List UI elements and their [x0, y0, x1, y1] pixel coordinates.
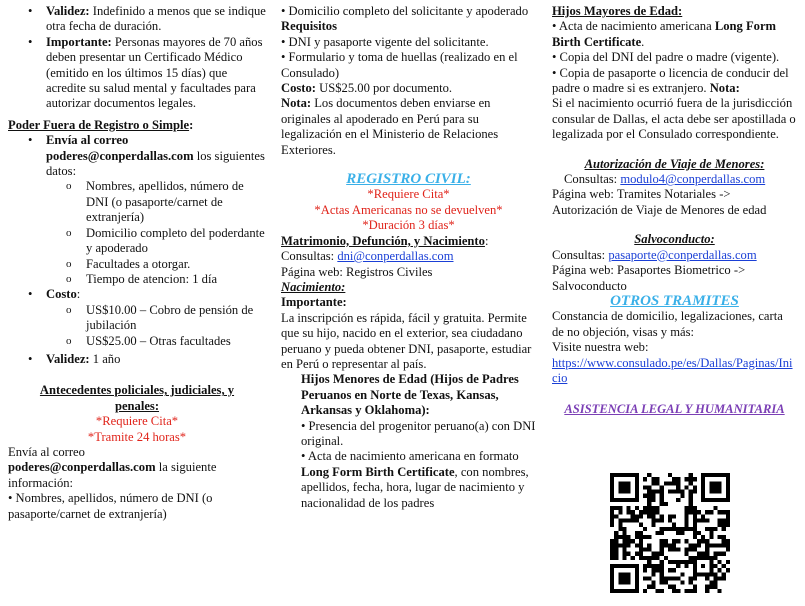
list-item: o US$10.00 – Cobro de pensión de jubilación [8, 303, 266, 334]
list-item: o Facultades a otorgar. [8, 257, 266, 272]
presencia-line: • Presencia del progenitor peruano(a) con DNI original. [301, 418, 536, 448]
duracion-note: *Duración 3 días* [362, 218, 455, 233]
costo-bullet: • Costo: [8, 287, 266, 302]
salvo-pagina-line: Página web: Pasaportes Biometrico -> Salvoconducto [552, 263, 746, 293]
pasaporte-email-link[interactable]: pasaporte@conperdallas.com [608, 247, 757, 262]
registro-civil-heading: REGISTRO CIVIL: [346, 171, 471, 188]
list-item: o Tiempo de atencion: 1 día [8, 272, 266, 287]
viaje-heading: Autorización de Viaje de Menores: [584, 156, 765, 171]
nacimiento-heading: Nacimiento: [281, 279, 346, 294]
mdn-heading: Matrimonio, Defunción, y Nacimiento: [281, 233, 489, 248]
requiere-cita-note: *Requiere Cita* [95, 414, 179, 429]
email-line: poderes@conperdallas.com la siguiente información: [8, 460, 217, 490]
tramite-note: *Tramite 24 horas* [87, 429, 187, 444]
visite-line: Visite nuestra web: [552, 340, 649, 355]
validez2-bullet: • Validez: 1 año [8, 352, 266, 367]
salvo-heading: Salvoconducto: [634, 232, 715, 247]
column-middle [281, 4, 536, 511]
column-left [8, 4, 266, 522]
dni-email-link[interactable]: dni@conperdallas.com [337, 249, 454, 264]
column-right [552, 4, 797, 418]
list-item: o US$25.00 – Otras facultades [8, 334, 266, 349]
list-item: o Domicilio completo del poderdante y apoderado [8, 226, 266, 257]
req-line: • Formulario y toma de huellas (realizado en el Consulado) [281, 50, 518, 80]
viaje-consultas-line: Consultas: modulo4@conperdallas.com [564, 172, 766, 187]
poderes-email: poderes@conperdallas.com [46, 148, 194, 163]
modulo4-email-link[interactable]: modulo4@conperdallas.com [620, 172, 766, 187]
requisitos-heading: Requisitos [281, 19, 337, 34]
importante-heading: Importante: [281, 295, 347, 310]
copia-pasaporte-line: • Copia de pasaporte o licencia de conducir del padre o madre si es extranjero. Nota: [552, 65, 789, 96]
consultas-line: Consultas: dni@conperdallas.com [281, 249, 454, 264]
nota-text: Si el nacimiento ocurrió fuera de la jurisdicción consular de Dallas, el acta debe ser apostillada o legalizada por el Consulado correspondiente. [552, 96, 796, 142]
antecedentes-heading: Antecedentes policiales, judiciales, y penales: [39, 383, 235, 413]
list-item: o Nombres, apellidos, número de DNI (o pasaporte/carnet de extranjería) [8, 179, 266, 225]
hijos-menores-heading: Hijos Menores de Edad (Hijos de Padres Peruanos en Norte de Texas, Kansas, Arkansas y Oklahoma): [301, 372, 519, 418]
importante-bullet: • Importante: Personas mayores de 70 años deben presentar un Certificado Médico (emitido en los últimos 15 días) que acredite su salud mental y facultades para autorizar documentos legales. [8, 35, 266, 112]
acta-line: • Acta de nacimiento americana Long Form Birth Certificate. [552, 19, 777, 49]
costo-line: Costo: US$25.00 por documento. [281, 81, 453, 96]
datos-list [8, 179, 266, 287]
nota-line: Nota: Los documentos deben enviarse en originales al apoderado en Perú para su legalización en el Ministerio de Relaciones Exteriores. [281, 96, 499, 157]
actas-note: *Actas Americanas no se devuelven* [314, 202, 503, 217]
otros-tramites-heading: OTROS TRAMITES [610, 292, 739, 309]
viaje-pagina-line: Página web: Tramites Notariales -> Autorización de Viaje de Menores de edad [552, 187, 767, 217]
asistencia-heading: ASISTENCIA LEGAL Y HUMANITARIA [564, 402, 785, 417]
info-bullet: • Nombres, apellidos, número de DNI (o pasaporte/carnet de extranjería) [8, 491, 213, 521]
validez-bullet: • Validez: Indefinido a menos que se indique otra fecha de duración. [8, 4, 266, 35]
envia-bullet: • Envía al correo poderes@conperdallas.com los siguientes datos: [8, 133, 266, 179]
envia-line: Envía al correo [8, 444, 85, 459]
domicilio-line: • Domicilio completo del solicitante y apoderado [281, 4, 529, 18]
poder-heading: Poder Fuera de Registro o Simple: [8, 117, 194, 132]
otros-text: Constancia de domicilio, legalizaciones, carta de no objeción, visas y más: [552, 309, 783, 339]
requiere-cita-note: *Requiere Cita* [367, 187, 450, 202]
acta-line: • Acta de nacimiento americana en formato Long Form Birth Certificate, con nombres, apellidos, fecha, hora, lugar de nacimiento y nacionalidad de los padres [301, 449, 529, 510]
costos-list [8, 303, 266, 349]
copia-dni-line: • Copia del DNI del padre o madre (vigente). [552, 50, 780, 65]
pagina-line: Página web: Registros Civiles [281, 264, 433, 279]
consulado-url-link[interactable]: https://www.consulado.pe/es/Dallas/Paginas/Inicio [552, 355, 793, 385]
qr-code-icon[interactable] [610, 473, 730, 593]
importante-text: La inscripción es rápida, fácil y gratuita. Permite que su hijo, nacido en el exterior, sea ciudadano peruano y pueda obtener DNI, pasaporte, estudiar en Perú o representar al país. [281, 310, 532, 371]
hijos-mayores-heading: Hijos Mayores de Edad: [552, 4, 683, 18]
salvo-consultas-line: Consultas: pasaporte@conperdallas.com [552, 247, 757, 262]
req-line: • DNI y pasaporte vigente del solicitante. [281, 34, 489, 49]
